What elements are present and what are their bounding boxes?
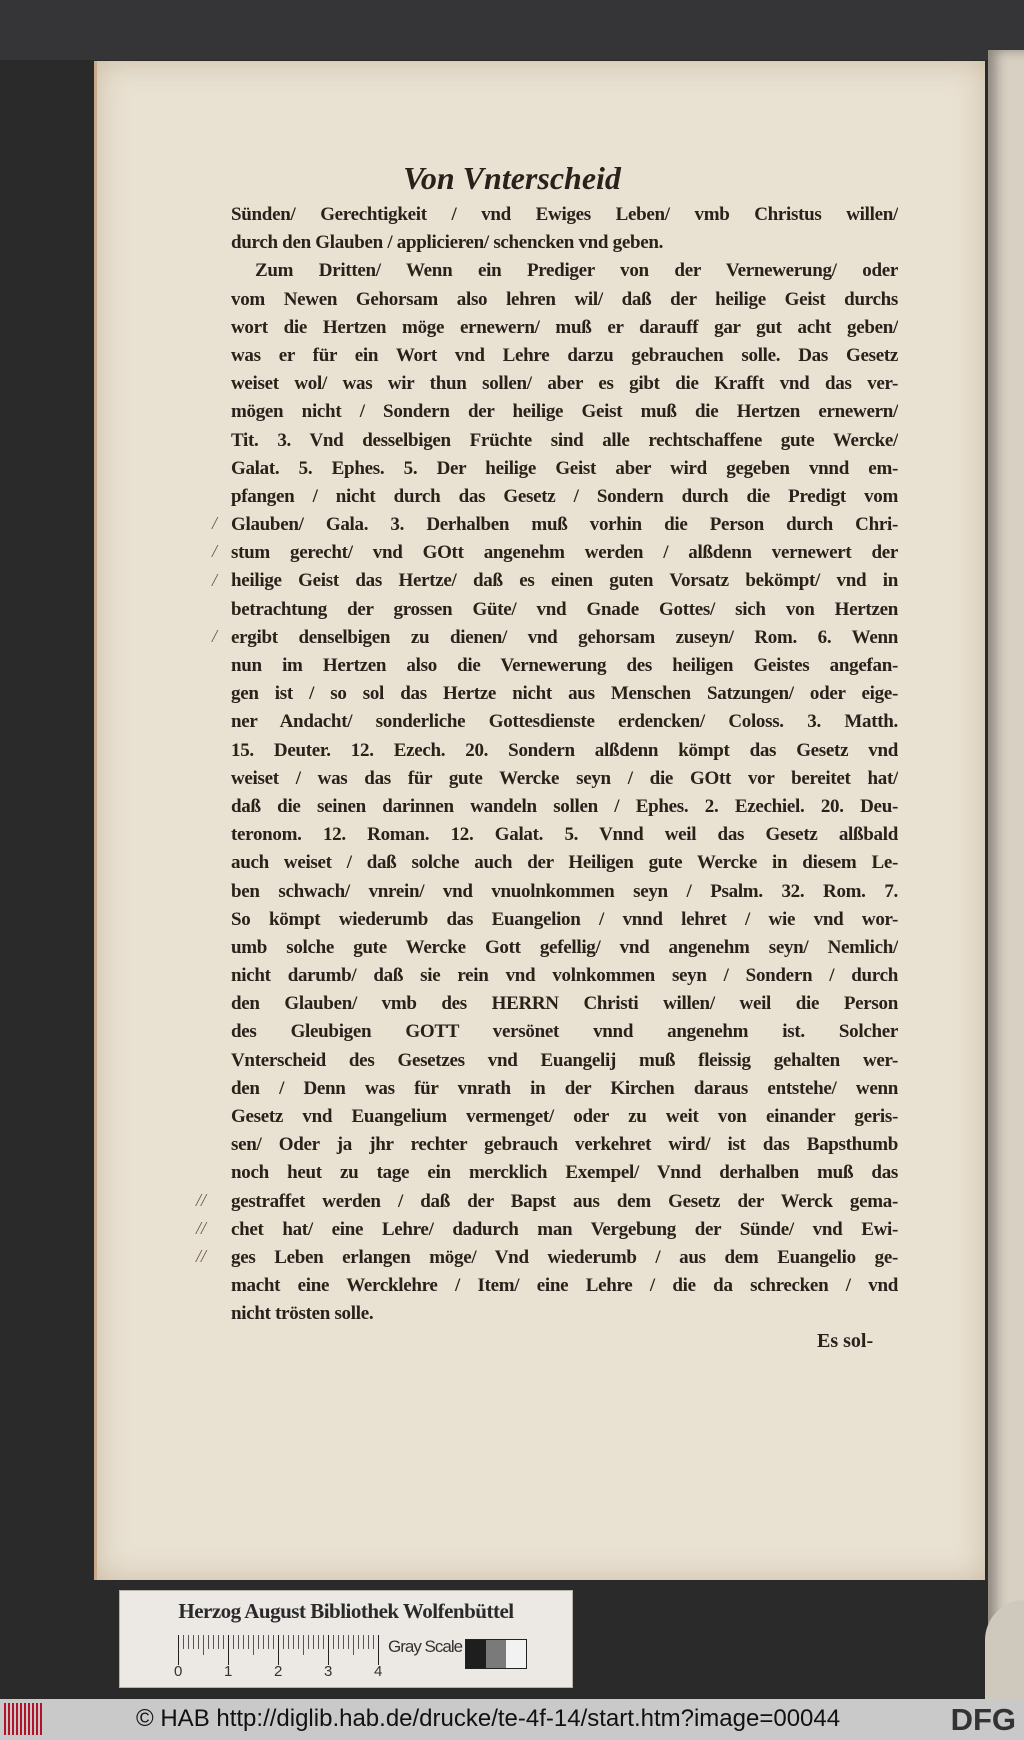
ruler-tick <box>293 1635 294 1649</box>
text-line: gestraffet werden / daß der Bapst aus dem Gesetz der Werck gema- <box>231 1190 898 1212</box>
text-line: So kömpt wiederumb das Euangelion / vnnd lehret / wie vnd wor- <box>231 908 898 930</box>
dfg-logo: DFG <box>950 1702 1016 1737</box>
text-line: weiset wol/ was wir thun sollen/ aber es gibt die Krafft vnd das ver- <box>231 373 898 395</box>
ruler-tick <box>193 1635 194 1649</box>
text-line: ergibt denselbigen zu dienen/ vnd gehorsam zuseyn/ Rom. 6. Wenn <box>231 626 898 648</box>
library-scale-label <box>119 1590 573 1688</box>
ruler-tick <box>303 1635 304 1655</box>
ruler-tick <box>203 1635 204 1655</box>
text-line: auch weiset / daß solche auch der Heiligen gute Wercke in diesem Le- <box>231 852 898 874</box>
text-line: Zum Dritten/ Wenn ein Prediger von der Vernewerung/ oder <box>255 260 898 282</box>
catchword: Es sol- <box>817 1330 874 1352</box>
margin-mark: // <box>196 1246 207 1267</box>
margin-mark: / <box>212 626 218 646</box>
text-line: stum gerecht/ vnd GOtt angenehm werden / alßdenn vernewert der <box>231 542 898 564</box>
ruler-tick <box>363 1635 364 1649</box>
text-line: noch heut zu tage ein mercklich Exempel/ Vnnd derhalben muß das <box>231 1162 898 1184</box>
text-line: gen ist / so sol das Hertze nicht aus Menschen Satzungen/ oder eige- <box>231 683 898 705</box>
text-line: ges Leben erlangen möge/ Vnd wiederumb / aus dem Euangelio ge- <box>231 1246 898 1268</box>
text-line: des Gleubigen GOTT versönet vnnd angenehm ist. Solcher <box>231 1021 898 1043</box>
margin-mark: / <box>212 569 218 590</box>
text-line: weiset / was das für gute Wercke seyn / die GOtt vor bereitet hat/ <box>231 767 898 789</box>
text-line: mögen nicht / Sondern der heilige Geist muß die Hertzen ernewern/ <box>231 401 898 423</box>
gray-scale-label: Gray Scale <box>388 1637 463 1656</box>
ruler-tick <box>263 1635 264 1649</box>
hab-logo-icon <box>4 1703 46 1735</box>
text-line: wort die Hertzen möge ernewern/ muß er darauff gar gut acht geben/ <box>231 316 898 338</box>
text-line: Gesetz vnd Euangelium vermenget/ oder zu weit von einander geris- <box>231 1106 898 1127</box>
text-line: was er für ein Wort vnd Lehre darzu gebrauchen solle. Das Gesetz <box>231 344 898 366</box>
ruler-scale <box>178 1635 378 1665</box>
text-line: vom Newen Gehorsam also lehren wil/ daß der heilige Geist durchs <box>231 288 898 310</box>
text-line: den / Denn was für vnrath in der Kirchen daraus entstehe/ wenn <box>231 1077 898 1099</box>
text-line: daß die seinen darinnen wandeln sollen / Ephes. 2. Ezechiel. 20. Deu- <box>231 795 898 817</box>
ruler-tick <box>228 1635 229 1665</box>
text-line: nicht trösten solle. <box>231 1303 374 1325</box>
gray-swatch <box>486 1640 506 1668</box>
margin-mark: // <box>196 1190 207 1210</box>
gray-scale-swatch <box>465 1639 527 1669</box>
text-line: sen/ Oder ja jhr rechter gebrauch verkehret wird/ ist das Bapsthumb <box>231 1134 898 1156</box>
running-head: Von Vnterscheid <box>403 160 621 196</box>
ruler-tick <box>198 1635 199 1649</box>
ruler-tick <box>258 1635 259 1649</box>
ruler-tick <box>218 1635 219 1649</box>
ruler-number: 1 <box>224 1663 233 1680</box>
text-line: Tit. 3. Vnd desselbigen Früchte sind alle rechtschaffene gute Wercke/ <box>231 429 898 451</box>
adjacent-page-edge <box>988 50 1024 1630</box>
margin-mark: / <box>212 541 218 562</box>
ruler-number: 0 <box>174 1663 183 1680</box>
ruler-tick <box>238 1635 239 1649</box>
text-line: Vnterscheid des Gesetzes vnd Euangelij muß fleissig gehalten wer- <box>231 1049 898 1071</box>
ruler-tick <box>178 1635 179 1665</box>
scan-background <box>0 0 1024 60</box>
ruler-tick <box>183 1635 184 1649</box>
ruler-tick <box>188 1635 189 1649</box>
ruler-tick <box>343 1635 344 1649</box>
text-line: umb solche gute Wercke Gott gefellig/ vnd angenehm seyn/ Nemlich/ <box>231 936 898 958</box>
ruler-tick <box>268 1635 269 1649</box>
ruler-tick <box>308 1635 309 1649</box>
text-line: ben schwach/ vnrein/ vnd vnuolnkommen seyn / Psalm. 32. Rom. 7. <box>231 880 898 902</box>
ruler-tick <box>328 1635 329 1665</box>
text-line: durch den Glauben / applicieren/ schencken vnd geben. <box>231 232 664 254</box>
text-line: den Glauben/ vmb des HERRN Christi willen/ weil die Person <box>231 993 898 1015</box>
text-line: Sünden/ Gerechtigkeit / vnd Ewiges Leben/ vmb Christus willen/ <box>231 204 898 225</box>
ruler-tick <box>333 1635 334 1649</box>
gray-swatch <box>506 1640 526 1668</box>
ruler-number: 2 <box>274 1663 283 1680</box>
page-body-text <box>231 201 898 1329</box>
library-name: Herzog August Bibliothek Wolfenbüttel <box>178 1599 514 1623</box>
margin-mark: / <box>212 513 218 534</box>
ruler-tick <box>323 1635 324 1649</box>
gray-swatch <box>466 1640 486 1668</box>
ruler-tick <box>223 1635 224 1649</box>
text-line: Galat. 5. Ephes. 5. Der heilige Geist aber wird gegeben vnnd em- <box>231 457 898 479</box>
copyright-link[interactable]: © HAB http://diglib.hab.de/drucke/te-4f-14/start.htm?image=00044 <box>136 1705 841 1732</box>
ruler-tick <box>253 1635 254 1655</box>
ruler-tick <box>373 1635 374 1649</box>
ruler-tick <box>313 1635 314 1649</box>
text-line: Glauben/ Gala. 3. Derhalben muß vorhin die Person durch Chri- <box>231 514 898 536</box>
margin-mark: // <box>196 1218 207 1239</box>
ruler-tick <box>248 1635 249 1649</box>
ruler-tick <box>213 1635 214 1649</box>
ruler-tick <box>348 1635 349 1649</box>
text-line: chet hat/ eine Lehre/ dadurch man Vergebung der Sünde/ vnd Ewi- <box>231 1218 898 1240</box>
ruler-tick <box>358 1635 359 1649</box>
text-line: nicht darumb/ daß sie rein vnd volnkommen seyn / Sondern / durch <box>231 965 898 987</box>
ruler-tick <box>318 1635 319 1649</box>
ruler-tick <box>338 1635 339 1649</box>
ruler-number: 3 <box>324 1663 333 1680</box>
ruler-tick <box>273 1635 274 1649</box>
text-line: pfangen / nicht durch das Gesetz / Sondern durch die Predigt vom <box>231 485 898 507</box>
ruler-number: 4 <box>374 1663 383 1680</box>
ruler-tick <box>208 1635 209 1649</box>
text-line: betrachtung der grossen Güte/ vnd Gnade Gottes/ sich von Hertzen <box>231 598 898 620</box>
ruler-tick <box>368 1635 369 1649</box>
text-line: 15. Deuter. 12. Ezech. 20. Sondern alßdenn kömpt das Gesetz vnd <box>231 739 898 761</box>
text-line: nun im Hertzen also die Vernewerung des heiligen Geistes angefan- <box>231 655 898 676</box>
ruler-tick <box>233 1635 234 1649</box>
ruler-tick <box>243 1635 244 1649</box>
ruler-tick <box>288 1635 289 1649</box>
footer-bar <box>0 1699 1024 1740</box>
text-line: heilige Geist das Hertze/ daß es einen guten Vorsatz bekömpt/ vnd in <box>231 570 898 592</box>
ruler-tick <box>283 1635 284 1649</box>
ruler-tick <box>278 1635 279 1665</box>
ruler-tick <box>353 1635 354 1655</box>
ruler-tick <box>298 1635 299 1649</box>
ruler-tick <box>378 1635 379 1665</box>
text-line: macht eine Wercklehre / Item/ eine Lehre / die da schrecken / vnd <box>231 1275 898 1297</box>
text-line: ner Andacht/ sonderliche Gottesdienste erdencken/ Coloss. 3. Matth. <box>231 711 898 733</box>
text-line: teronom. 12. Roman. 12. Galat. 5. Vnnd weil das Gesetz alßbald <box>231 824 898 846</box>
